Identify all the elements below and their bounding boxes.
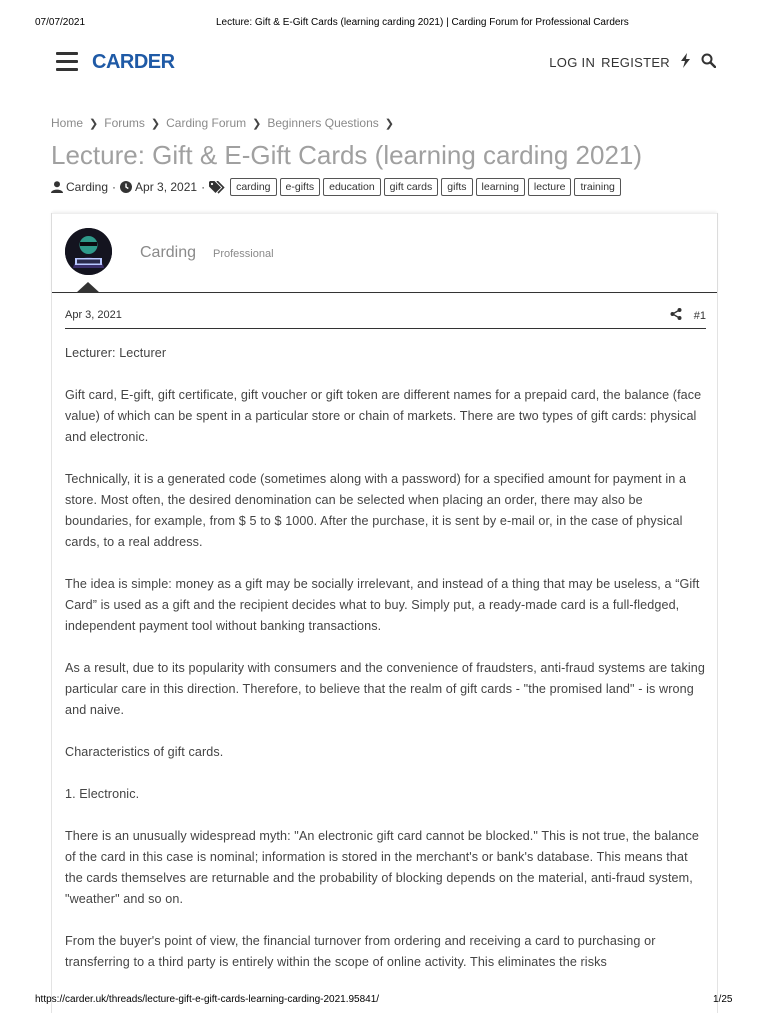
print-date: 07/07/2021 (35, 17, 86, 28)
user-title: Professional (213, 248, 274, 260)
hamburger-icon[interactable] (56, 52, 78, 71)
post-paragraph: There is an unusually widespread myth: "An electronic gift card cannot be blocked." This is not true, the balance of the card in this case is nominal; information is stored in the merchant's or bank's database. This means that the cards themselves are returnable and the probability of blocking depends on the material, anti-fraud system, "weather" and so on. (65, 829, 699, 906)
clock-icon (120, 181, 132, 193)
breadcrumb-forums[interactable]: Forums (104, 116, 145, 130)
page-title: Lecture: Gift & E-Gift Cards (learning carding 2021) (51, 140, 643, 170)
breadcrumb-beginners-questions[interactable]: Beginners Questions (267, 116, 379, 130)
search-icon[interactable] (701, 53, 716, 71)
post-paragraph: From the buyer's point of view, the financial turnover from ordering and receiving a card to purchasing or transferring to a third party is entirely within the scope of online activity. This eliminates the risks (65, 934, 656, 969)
post-paragraph: Gift card, E-gift, gift certificate, gift voucher or gift token are different names for a prepaid card, the balance (face value) of which can be spent in a particular store or chain of markets. There are two types of gift cards: physical and electronic. (65, 388, 702, 444)
tags-icon (209, 181, 226, 194)
chevron-right-icon: ❯ (150, 117, 161, 130)
post-paragraph: Characteristics of gift cards. (65, 745, 224, 759)
breadcrumb (51, 116, 400, 130)
tag-education[interactable]: education (323, 178, 381, 196)
post-paragraph: The idea is simple: money as a gift may be socially irrelevant, and instead of a thing that may be useless, a “Gift Card” is used as a gift and the recipient decides what to buy. Simply put, a ready-made card is a full-fledged, independent payment tool without banking transactions. (65, 577, 700, 633)
post-number[interactable]: #1 (693, 309, 706, 322)
tag-carding[interactable]: carding (230, 178, 276, 196)
tag-gift-cards[interactable]: gift cards (384, 178, 439, 196)
breadcrumb-carding-forum[interactable]: Carding Forum (166, 116, 247, 130)
post-paragraph: As a result, due to its popularity with consumers and the convenience of fraudsters, anti-fraud systems are taking particular care in this direction. Therefore, to believe that the realm of gift cards - "the promised land" - is wrong and naive. (65, 661, 706, 717)
separator-dot: · (201, 180, 206, 194)
site-logo[interactable]: CARDER (92, 51, 175, 73)
register-link[interactable]: REGISTER (601, 54, 670, 70)
tag-e-gifts[interactable]: e-gifts (280, 178, 321, 196)
post-paragraph: 1. Electronic. (65, 787, 140, 801)
user-icon (51, 181, 63, 193)
post-actions (670, 308, 706, 323)
chevron-right-icon: ❯ (384, 117, 394, 130)
post-user-header (52, 213, 717, 293)
tag-learning[interactable]: learning (476, 178, 525, 196)
thread-date[interactable]: Apr 3, 2021 (135, 180, 198, 194)
chevron-right-icon: ❯ (89, 117, 99, 130)
post-body (65, 343, 706, 994)
tag-training[interactable]: training (574, 178, 620, 196)
thread-meta (51, 178, 624, 196)
post-container (51, 213, 718, 1013)
separator-dot: · (112, 180, 117, 194)
print-doc-title: Lecture: Gift & E-Gift Cards (learning carding 2021) | Carding Forum for Professional Carders (216, 17, 629, 28)
top-navigation (0, 46, 768, 78)
nav-right (543, 53, 716, 71)
print-page-number: 1/25 (713, 994, 733, 1005)
post-paragraph: Lecturer: Lecturer (65, 346, 167, 360)
thread-author[interactable]: Carding (66, 180, 109, 194)
bolt-icon[interactable] (680, 53, 691, 71)
share-icon[interactable] (670, 308, 682, 323)
post-date[interactable]: Apr 3, 2021 (65, 309, 122, 321)
post-username[interactable]: Carding (140, 244, 197, 261)
post-paragraph: Technically, it is a generated code (sometimes along with a password) for a specified amount for payment in a store. Most often, the desired denomination can be selected when placing an order, there may also be boundaries, for example, from $ 5 to $ 1000. After the purchase, it is sent by e-mail or, in the case of physical cards, to a real address. (65, 472, 687, 549)
tag-list (230, 178, 624, 196)
breadcrumb-home[interactable]: Home (51, 116, 84, 130)
print-url: https://carder.uk/threads/lecture-gift-e-gift-cards-learning-carding-2021.95841/ (35, 994, 380, 1005)
post-meta-bar (65, 307, 706, 329)
pointer-arrow (76, 282, 100, 293)
login-link[interactable]: LOG IN (549, 54, 596, 70)
avatar[interactable] (65, 228, 112, 275)
chevron-right-icon: ❯ (252, 117, 262, 130)
tag-lecture[interactable]: lecture (528, 178, 572, 196)
tag-gifts[interactable]: gifts (441, 178, 472, 196)
